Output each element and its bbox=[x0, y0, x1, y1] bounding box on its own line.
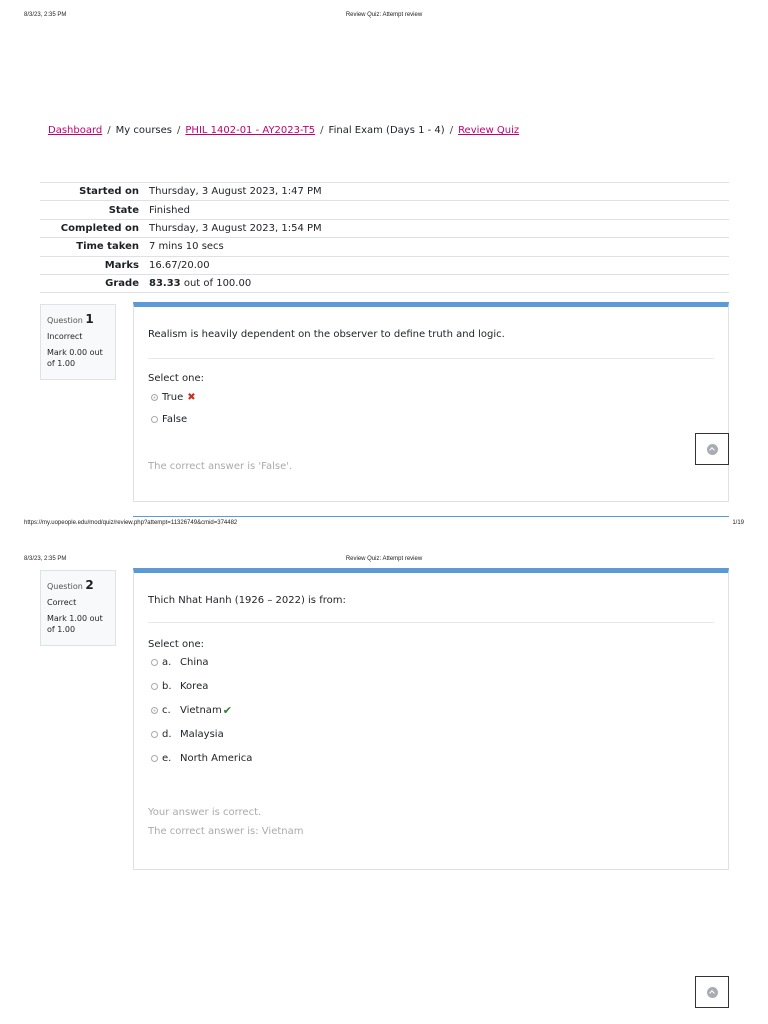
correct-answer-feedback: The correct answer is: Vietnam bbox=[148, 826, 304, 837]
print-page-number: 1/19 bbox=[732, 520, 744, 526]
breadcrumb-separator: / bbox=[449, 125, 454, 136]
option-letter: a. bbox=[162, 656, 172, 668]
question-status: Correct bbox=[47, 598, 77, 608]
answer-option-b[interactable] bbox=[134, 679, 728, 693]
radio-button[interactable] bbox=[151, 731, 158, 738]
summary-label: State bbox=[40, 201, 144, 219]
breadcrumb bbox=[48, 125, 519, 136]
chevron-up-circle-icon bbox=[707, 444, 718, 455]
breadcrumb-separator: / bbox=[177, 125, 181, 136]
answer-option-c[interactable] bbox=[134, 703, 728, 717]
summary-value: Finished bbox=[144, 201, 729, 219]
breadcrumb-separator: / bbox=[320, 125, 324, 136]
print-url: https://my.uopeople.edu/mod/quiz/review.php?attempt=11326749&cmid=374482 bbox=[24, 520, 238, 526]
check-icon: ✔ bbox=[222, 703, 232, 717]
summary-value: Thursday, 3 August 2023, 1:47 PM bbox=[144, 183, 729, 201]
option-label: Malaysia bbox=[180, 728, 224, 740]
option-label: True bbox=[162, 391, 184, 403]
summary-value: 7 mins 10 secs bbox=[144, 238, 729, 256]
question-text: Realism is heavily dependent on the observer to define truth and logic. bbox=[148, 329, 505, 340]
print-title: Review Quiz: Attempt review bbox=[345, 12, 423, 18]
answer-option-e[interactable] bbox=[134, 751, 728, 765]
print-footer-page-1 bbox=[0, 520, 768, 532]
question-divider-line bbox=[133, 516, 729, 517]
radio-button[interactable] bbox=[151, 755, 158, 762]
question-number-value: 2 bbox=[85, 578, 94, 592]
question-label: Question bbox=[47, 316, 83, 325]
back-to-top-button[interactable] bbox=[695, 433, 729, 465]
breadcrumb-my-courses: My courses bbox=[115, 125, 173, 136]
summary-value: 16.67/20.00 bbox=[144, 256, 729, 274]
summary-row-state bbox=[40, 201, 729, 219]
summary-label: Completed on bbox=[40, 219, 144, 237]
radio-button-checked[interactable] bbox=[151, 394, 158, 401]
summary-value: Thursday, 3 August 2023, 1:54 PM bbox=[144, 219, 729, 237]
option-letter: d. bbox=[162, 728, 172, 740]
summary-row-time-taken bbox=[40, 238, 729, 256]
question-number bbox=[47, 577, 109, 593]
chevron-up-circle-icon bbox=[707, 987, 718, 998]
correct-answer-feedback: The correct answer is 'False'. bbox=[148, 461, 293, 472]
radio-button[interactable] bbox=[151, 416, 158, 423]
breadcrumb-dashboard-link[interactable]: Dashboard bbox=[48, 125, 103, 136]
summary-label: Started on bbox=[40, 183, 144, 201]
select-one-prompt: Select one: bbox=[148, 373, 205, 384]
attempt-summary-table bbox=[40, 182, 729, 293]
summary-row-marks bbox=[40, 256, 729, 274]
summary-row-completed bbox=[40, 219, 729, 237]
cross-icon: ✖ bbox=[187, 391, 196, 403]
question-divider bbox=[148, 358, 714, 359]
answer-option-a[interactable] bbox=[134, 655, 728, 669]
breadcrumb-section: Final Exam (Days 1 - 4) bbox=[328, 125, 445, 136]
question-1-info bbox=[40, 304, 116, 380]
summary-value bbox=[144, 274, 729, 292]
select-one-prompt: Select one: bbox=[148, 639, 205, 650]
answer-option-false[interactable] bbox=[134, 412, 728, 426]
back-to-top-button[interactable] bbox=[695, 976, 729, 1008]
breadcrumb-quiz-link[interactable]: Review Quiz bbox=[458, 125, 520, 136]
option-label: Vietnam bbox=[180, 704, 222, 716]
breadcrumb-separator: / bbox=[107, 125, 111, 136]
summary-row-started bbox=[40, 183, 729, 201]
question-2-info bbox=[40, 570, 116, 646]
option-letter: e. bbox=[162, 752, 172, 764]
option-label: China bbox=[180, 656, 209, 668]
radio-button-checked[interactable] bbox=[151, 707, 158, 714]
grade-value: 83.33 bbox=[149, 278, 181, 290]
question-mark: Mark 0.00 out of 1.00 bbox=[47, 347, 103, 368]
print-header-page-1 bbox=[0, 12, 768, 24]
breadcrumb-course-link[interactable]: PHIL 1402-01 - AY2023-T5 bbox=[185, 125, 316, 136]
question-number-value: 1 bbox=[85, 312, 94, 326]
grade-out-of: out of 100.00 bbox=[183, 278, 252, 290]
answer-option-true[interactable] bbox=[134, 390, 728, 404]
question-number bbox=[47, 311, 109, 327]
option-label: North America bbox=[180, 752, 253, 764]
print-datetime: 8/3/23, 2:35 PM bbox=[24, 556, 67, 562]
option-label: False bbox=[162, 413, 188, 425]
option-letter: b. bbox=[162, 680, 172, 692]
answer-correct-feedback: Your answer is correct. bbox=[148, 807, 262, 818]
summary-label: Grade bbox=[40, 274, 144, 292]
summary-row-grade bbox=[40, 274, 729, 292]
question-1-content bbox=[133, 302, 729, 502]
summary-label: Marks bbox=[40, 256, 144, 274]
summary-label: Time taken bbox=[40, 238, 144, 256]
question-label: Question bbox=[47, 582, 83, 591]
answer-option-d[interactable] bbox=[134, 727, 728, 741]
question-text: Thich Nhat Hanh (1926 – 2022) is from: bbox=[148, 595, 346, 606]
print-datetime: 8/3/23, 2:35 PM bbox=[24, 12, 67, 18]
option-label: Korea bbox=[180, 680, 209, 692]
question-status: Incorrect bbox=[47, 332, 83, 342]
option-letter: c. bbox=[162, 704, 171, 716]
question-mark: Mark 1.00 out of 1.00 bbox=[47, 613, 103, 634]
question-divider bbox=[148, 622, 714, 623]
question-2-content bbox=[133, 568, 729, 870]
radio-button[interactable] bbox=[151, 659, 158, 666]
print-title: Review Quiz: Attempt review bbox=[345, 556, 423, 562]
radio-button[interactable] bbox=[151, 683, 158, 690]
print-header-page-2 bbox=[0, 556, 768, 568]
